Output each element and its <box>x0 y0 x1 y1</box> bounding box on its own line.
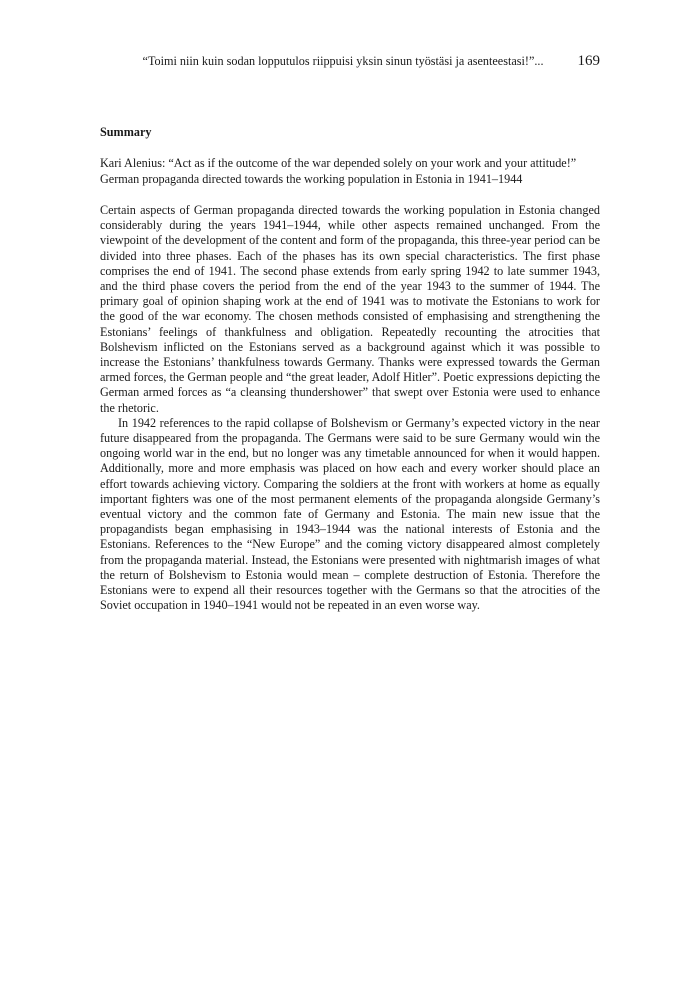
article-title-line-2: German propaganda directed towards the working population in Estonia in 1941–1944 <box>100 172 523 186</box>
summary-paragraph-2: In 1942 references to the rapid collapse of Bolshevism or Germany’s expected victory in the near future disappeared from the propaganda. The Germans were said to be sure Germany would win the ongoing world war in the end, but no longer was any timetable announced for when it would happen. Additionally, more and more emphasis was placed on how each and every worker should place an effort towards achieving victory. Comparing the soldiers at the front with workers at home as equally important fighters was one of the most permanent elements of the propaganda alongside Germany’s eventual victory and the common fate of Germany and Estonia. The main new issue that the propagandists began emphasising in 1943–1944 was the national interests of Estonia and the Estonians. References to the “New Europe” and the coming victory disappeared almost completely from the propaganda material. Instead, the Estonians were presented with nightmarish images of what the return of Bolshevism to Estonia would mean – complete destruction of Estonia. Therefore the Estonians were to expend all their resources together with the Germans so that the atrocities of the Soviet occupation in 1940–1941 would not be repeated in an even worse way. <box>100 415 600 613</box>
summary-body <box>100 203 600 613</box>
page-number: 169 <box>577 53 600 69</box>
article-title-line-1: Kari Alenius: “Act as if the outcome of the war depended solely on your work and your attitude!” <box>100 156 577 170</box>
running-head-title: “Toimi niin kuin sodan lopputulos riippuisi yksin sinun työstäsi ja asenteestasi!”... <box>142 54 544 68</box>
summary-heading: Summary <box>100 125 152 139</box>
article-title <box>100 155 600 187</box>
running-head <box>100 53 600 69</box>
summary-paragraph-1: Certain aspects of German propaganda directed towards the working population in Estonia changed considerably during the years 1941–1944, while other aspects remained unchanged. From the viewpoint of the development of the content and form of the propaganda, this three-year period can be divided into three phases. Each of the phases has its own special characteristics. The first phase comprises the end of 1941. The second phase extends from early spring 1942 to late summer 1943, and the third phase covers the period from the end of the year 1943 to the summer of 1944. The primary goal of opinion shaping work at the end of 1941 was to motivate the Estonians to work for the good of the war economy. The chosen methods consisted of emphasising and strengthening the Estonians’ feelings of thankfulness and obligation. Repeatedly recounting the atrocities that Bolshevism inflicted on the Estonians served as a background against which it was possible to increase the Estonians’ thankfulness towards Germany. Thanks were expressed towards the German armed forces, the German people and “the great leader, Adolf Hitler”. Poetic expressions depicting the German armed forces as “a cleansing thundershower” that swept over Estonia were used to enhance the rhetoric. <box>100 203 600 415</box>
